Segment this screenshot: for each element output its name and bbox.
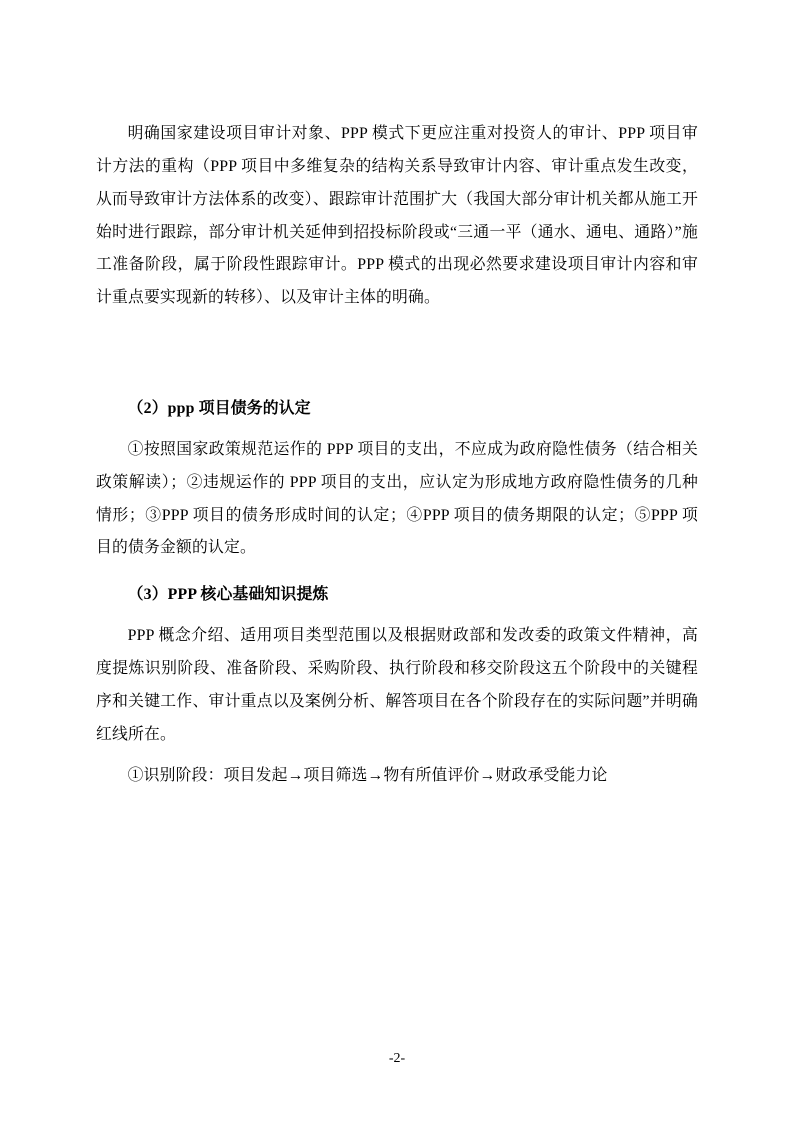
document-body [96,118,698,792]
page-number: -2- [388,1051,406,1066]
heading-ppp-debt-recognition: （2）ppp 项目债务的认定 [127,400,311,418]
heading-ppp-core-knowledge: （3）PPP 核心基础知识提炼 [127,586,329,604]
paragraph-identification-stage: ①识别阶段：项目发起→项目筛选→物有所值评价→财政承受能力论 [127,766,608,784]
paragraph-debt-recognition-items: ①按照国家政策规范运作的 PPP 项目的支出，不应成为政府隐性债务（结合相关政策解读）；②违规运作的 PPP 项目的支出，应认定为形成地方政府隐性债务的几种情形；③PPP 项目的债务形成时间的认定；④PPP 项目的债务期限的认定；⑤PPP 项目的债务金额的认定。 [96,440,698,557]
heading-gap-2 [96,612,698,620]
heading-gap [96,426,698,434]
paragraph-gap [96,752,698,760]
section-spacer [96,315,698,379]
paragraph-core-knowledge-body: PPP 概念介绍、适用项目类型范围以及根据财政部和发改委的政策文件精神，高度提炼识别阶段、准备阶段、采购阶段、执行阶段和移交阶段这五个阶段中的关键程序和关键工作、审计重点以及案例分析、解答项目在各个阶段存在的实际问题”并明确红线所在。 [96,627,698,743]
paragraph-audit-object: 明确国家建设项目审计对象、PPP 模式下更应注重对投资人的审计、PPP 项目审计方法的重构（PPP 项目中多维复杂的结构关系导致审计内容、审计重点发生改变，从而导致审计方法体系的改变）、跟踪审计范围扩大（我国大部分审计机关都从施工开始时进行跟踪，部分审计机关延伸到招投标阶段或“三通一平（通水、通电、通路）”施工准备阶段，属于阶段性跟踪审计。PPP 模式的出现必然要求建设项目审计内容和审计重点要实现新的转移）、以及审计主体的明确。 [96,125,698,307]
page-footer [0,1051,794,1067]
